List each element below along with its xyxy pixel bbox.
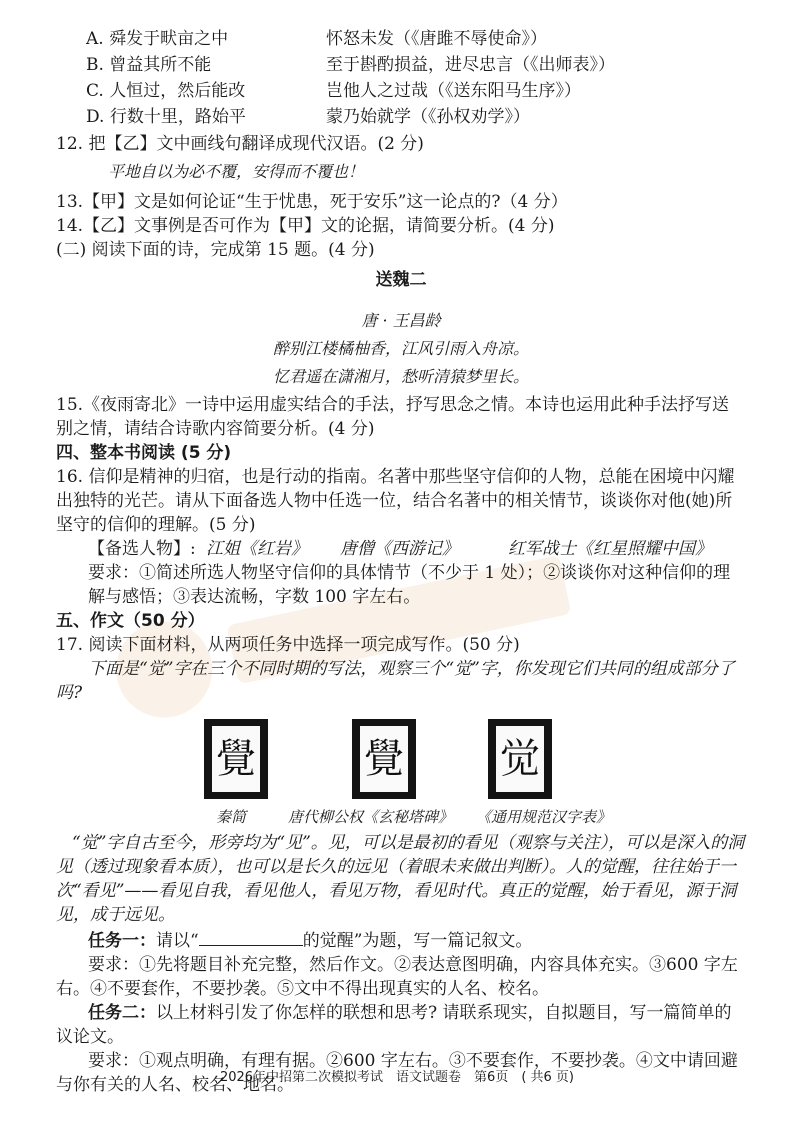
option-row [56,26,746,52]
character-figures [56,719,746,831]
character-caption: 唐代柳公权《玄秘塔碑》 [288,808,454,826]
option-row [56,78,746,104]
title-blank [199,927,303,946]
task-1 [56,927,746,953]
option-right: 蒙乃始就学（《孙权劝学》） [326,107,530,127]
poem-author: 唐 · 王昌龄 [361,311,441,330]
character-glyph: 覺 [212,726,260,792]
material-intro: 下面是“觉”字在三个不同时期的写法，观察三个“觉”字，你发现它们共同的组成部分了吗? [56,659,735,703]
character-caption: 秦简 [216,808,247,826]
candidates-row [56,537,746,561]
poem-line: 醉别江楼橘柚香，江风引雨入舟凉。 [272,339,529,358]
task-1-prefix: 请以“ [156,931,199,951]
option-right: 怀怒未发（《唐雎不辱使命》） [326,29,547,49]
task-1-label: 任务一： [88,931,156,951]
option-row [56,52,746,78]
option-left: A. 舜发于畎亩之中 [86,29,229,49]
section-4-heading: 四、整本书阅读 (5 分) [56,443,232,463]
candidate-item: 唐僧《西游记》 [340,539,459,559]
page-footer: 2026年中招第二次模拟考试 语文试题卷 第6页 ( 共6 页) [219,1070,575,1085]
character-image-qin [204,719,268,799]
question-12: 12. 把【乙】文中画线句翻译成现代汉语。(2 分) [56,134,424,154]
question-16-requirements: 要求：①简述所选人物坚守信仰的具体情节（不少于 1 处）；②谈谈你对这种信仰的理解与感悟；③表达流畅，字数 100 字左右。 [88,563,731,607]
character-glyph: 覺 [360,726,408,792]
option-right: 岂他人之过哉（《送东阳马生序》） [326,81,581,101]
section-5-heading: 五、作文（50 分） [56,611,205,631]
candidate-item: 江姐《红岩》 [206,539,308,559]
candidates-label: 【备选人物】: [88,539,196,559]
task-1-suffix: 的觉醒”为题，写一篇记叙文。 [302,931,533,951]
question-16: 16. 信仰是精神的归宿，也是行动的指南。名著中那些坚守信仰的人物，总能在困境中闪耀出独特的光芒。请从下面备选人物中任选一位，结合名著中的相关情节，谈谈你对他(她)所坚守的信仰的理解。(5 分) [56,467,735,535]
poem-title: 送魏二 [375,270,427,290]
option-left: D. 行数十里，路始平 [86,107,246,127]
question-15: 15.《夜雨寄北》一诗中运用虚实结合的手法，抒写思念之情。本诗也运用此种手法抒写送别之情，请结合诗歌内容简要分析。(4 分) [56,395,730,439]
material-body: “觉”字自古至今，形旁均为“见”。见，可以是最初的看见（观察与关注），可以是深入的洞见（透过现象看本质），也可以是长久的远见（着眼未来做出判断）。人的觉醒，往往始于一次“看见”——看见自我，看见他人，看见万物，看见时代。真正的觉醒，始于看见，源于洞见，成于远见。 [56,833,745,925]
task-2-label: 任务二： [88,1003,156,1023]
question-11-options [56,26,746,130]
option-left: B. 曾益其所不能 [86,55,212,75]
question-14: 14.【乙】文事例是否可作为【甲】文的论据，请简要分析。(4 分) [56,216,555,236]
question-17: 17. 阅读下面材料，从两项任务中选择一项完成写作。(50 分) [56,635,520,655]
task-2-text: 以上材料引发了你怎样的联想和思考? 请联系现实，自拟题目，写一篇简单的议论文。 [56,1003,732,1047]
question-12-sentence: 平地自以为必不覆，安得而不覆也！ [108,162,365,181]
candidate-item: 红军战士《红星照耀中国》 [508,539,712,559]
option-left: C. 人恒过，然后能改 [86,81,246,101]
section-2-heading: (二) 阅读下面的诗，完成第 15 题。(4 分) [56,240,375,260]
character-image-tang [352,719,416,799]
character-glyph: 觉 [496,726,544,792]
question-13: 13.【甲】文是如何论证“生于忧患，死于安乐”这一论点的?（4 分） [56,192,568,212]
character-image-modern [488,719,552,799]
option-row [56,104,746,130]
task-2 [56,1001,746,1049]
task-1-requirements: 要求：①先将题目补充完整，然后作文。②表达意图明确，内容具体充实。③600 字左右。④不要套作，不要抄袭。⑤文中不得出现真实的人名、校名。 [56,955,738,999]
character-caption: 《通用规范汉字表》 [476,808,612,826]
task-2-requirements: 要求：①观点明确，有理有据。②600 字左右。③不要套作，不要抄袭。④文中请回避与你有关的人名、校名、地名。 [56,1051,738,1095]
option-right: 至于斟酌损益，进尽忠言（《出师表》） [326,55,615,75]
poem-line: 忆君遥在潇湘月，愁听清猿梦里长。 [272,367,529,386]
exam-page [56,26,746,1097]
